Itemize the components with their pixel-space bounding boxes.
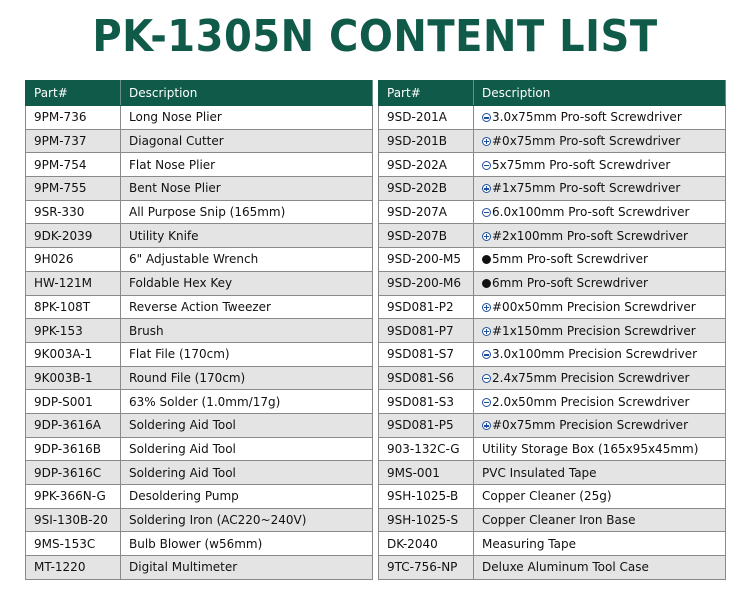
phillips-icon [482,327,491,336]
description-text: Reverse Action Tweezer [129,299,271,314]
part-number: 9DK-2039 [26,224,121,248]
description-cell [121,366,373,390]
table-row [26,200,373,224]
part-number: 9DP-3616C [26,461,121,485]
part-number: 9SD081-S6 [379,366,474,390]
part-number: 903-132C-G [379,437,474,461]
hex-icon [482,255,491,264]
description-cell [474,366,726,390]
part-number: 9MS-153C [26,532,121,556]
part-number: 9DP-3616A [26,413,121,437]
table-row [379,532,726,556]
table-row [26,153,373,177]
description-cell [121,224,373,248]
description-cell [474,508,726,532]
description-text: #2x100mm Pro-soft Screwdriver [492,228,688,243]
table-row [379,556,726,580]
description-text: Soldering Aid Tool [129,441,236,456]
description-header: Description [474,81,726,106]
description-cell [121,342,373,366]
table-row [26,319,373,343]
description-text: 63% Solder (1.0mm/17g) [129,394,281,409]
description-cell [474,153,726,177]
table-row [379,248,726,272]
table-row [26,556,373,580]
part-number: 9SD-207B [379,224,474,248]
description-text: All Purpose Snip (165mm) [129,205,286,220]
description-cell [474,390,726,414]
slotted-icon [482,350,491,359]
part-number: 9SD-200-M5 [379,248,474,272]
description-text: 5x75mm Pro-soft Screwdriver [492,157,671,172]
part-number: 9PM-754 [26,153,121,177]
table-row [26,508,373,532]
part-number: 9SD081-P2 [379,295,474,319]
left-table-body [26,106,373,580]
table-row [26,532,373,556]
phillips-icon [482,184,491,193]
description-text: Bulb Blower (w56mm) [129,536,263,551]
table-row [26,129,373,153]
description-text: Foldable Hex Key [129,276,233,291]
description-text: Utility Knife [129,228,199,243]
description-text: Desoldering Pump [129,489,239,504]
table-row [379,319,726,343]
part-number: 9DP-S001 [26,390,121,414]
table-row [26,485,373,509]
part-number: 9SH-1025-S [379,508,474,532]
table-row [26,106,373,130]
description-text: Diagonal Cutter [129,134,224,149]
part-number: 9PK-366N-G [26,485,121,509]
description-cell [474,556,726,580]
description-cell [121,508,373,532]
description-text: 5mm Pro-soft Screwdriver [492,252,648,267]
description-cell [121,437,373,461]
description-text: 6mm Pro-soft Screwdriver [492,276,648,291]
table-row [26,342,373,366]
hex-icon [482,279,491,288]
table-row [379,224,726,248]
description-cell [474,106,726,130]
description-cell [121,129,373,153]
description-text: Soldering Aid Tool [129,418,236,433]
part-number: 9SD081-P5 [379,413,474,437]
description-cell [474,532,726,556]
content-table-left [25,80,373,580]
table-row [379,106,726,130]
table-row [379,508,726,532]
part-number: 9PK-153 [26,319,121,343]
description-text: 2.4x75mm Precision Screwdriver [492,370,690,385]
description-cell [474,129,726,153]
description-text: Round File (170cm) [129,370,246,385]
part-number: HW-121M [26,271,121,295]
part-number: 9PM-737 [26,129,121,153]
description-text: Brush [129,323,164,338]
description-text: Measuring Tape [482,536,576,551]
description-cell [474,224,726,248]
part-number: 9SD-201A [379,106,474,130]
table-row [379,200,726,224]
description-text: #0x75mm Pro-soft Screwdriver [492,134,681,149]
description-text: 2.0x50mm Precision Screwdriver [492,394,690,409]
table-row [379,342,726,366]
phillips-icon [482,232,491,241]
part-number: 9K003B-1 [26,366,121,390]
part-number: 9H026 [26,248,121,272]
description-cell [474,461,726,485]
part-number: 9MS-001 [379,461,474,485]
phillips-icon [482,137,491,146]
part-number: DK-2040 [379,532,474,556]
part-number: MT-1220 [26,556,121,580]
part-header: Part# [379,81,474,106]
table-row [26,224,373,248]
table-row [26,295,373,319]
content-table-right [378,80,726,580]
table-row [26,461,373,485]
part-number: 8PK-108T [26,295,121,319]
description-cell [474,295,726,319]
description-cell [121,153,373,177]
description-text: 6.0x100mm Pro-soft Screwdriver [492,205,690,220]
description-cell [121,319,373,343]
part-number: 9SD-201B [379,129,474,153]
table-row [26,248,373,272]
description-cell [121,106,373,130]
table-row [26,413,373,437]
description-text: Flat Nose Plier [129,157,216,172]
description-cell [121,271,373,295]
description-header: Description [121,81,373,106]
table-row [26,366,373,390]
description-cell [121,556,373,580]
table-row [379,177,726,201]
part-number: 9SD-200-M6 [379,271,474,295]
part-number: 9PM-755 [26,177,121,201]
description-text: Soldering Aid Tool [129,465,236,480]
part-number: 9K003A-1 [26,342,121,366]
slotted-icon [482,374,491,383]
description-cell [121,532,373,556]
description-cell [121,248,373,272]
part-number: 9SD-202B [379,177,474,201]
description-text: Copper Cleaner (25g) [482,489,612,504]
description-cell [474,177,726,201]
table-row [379,366,726,390]
slotted-icon [482,113,491,122]
description-text: Copper Cleaner Iron Base [482,513,636,528]
description-text: #0x75mm Precision Screwdriver [492,418,688,433]
table-row [26,437,373,461]
part-number: 9SI-130B-20 [26,508,121,532]
right-table-body [379,106,726,580]
part-number: 9SD-202A [379,153,474,177]
slotted-icon [482,208,491,217]
page-title: PK-1305N CONTENT LIST [92,12,658,62]
table-row [26,390,373,414]
description-text: Long Nose Plier [129,110,222,125]
table-row [26,177,373,201]
description-cell [474,413,726,437]
table-row [379,413,726,437]
description-text: Flat File (170cm) [129,347,230,362]
description-cell [121,177,373,201]
table-row [379,295,726,319]
description-text: 3.0x100mm Precision Screwdriver [492,347,698,362]
part-number: 9DP-3616B [26,437,121,461]
description-cell [474,485,726,509]
description-cell [474,271,726,295]
description-cell [121,295,373,319]
description-cell [474,342,726,366]
part-number: 9PM-736 [26,106,121,130]
table-row [379,129,726,153]
description-text: Utility Storage Box (165x95x45mm) [482,441,699,456]
table-row [379,271,726,295]
description-text: #1x150mm Precision Screwdriver [492,323,696,338]
table-row [379,485,726,509]
phillips-icon [482,421,491,430]
description-text: Bent Nose Plier [129,181,221,196]
slotted-icon [482,161,491,170]
part-number: 9SR-330 [26,200,121,224]
table-row [379,437,726,461]
description-cell [121,200,373,224]
part-number: 9SD081-S3 [379,390,474,414]
description-cell [474,248,726,272]
table-row [379,153,726,177]
description-cell [121,390,373,414]
part-number: 9SD081-P7 [379,319,474,343]
description-text: Digital Multimeter [129,560,238,575]
description-text: #1x75mm Pro-soft Screwdriver [492,181,681,196]
part-number: 9SD081-S7 [379,342,474,366]
description-text: PVC Insulated Tape [482,465,597,480]
part-number: 9SD-207A [379,200,474,224]
description-cell [474,200,726,224]
description-text: #00x50mm Precision Screwdriver [492,299,696,314]
phillips-icon [482,303,491,312]
description-cell [121,485,373,509]
table-row [379,461,726,485]
slotted-icon [482,398,491,407]
table-header-row [26,81,373,106]
description-text: Deluxe Aluminum Tool Case [482,560,649,575]
part-number: 9TC-756-NP [379,556,474,580]
part-header: Part# [26,81,121,106]
part-number: 9SH-1025-B [379,485,474,509]
description-cell [121,413,373,437]
description-cell [474,319,726,343]
table-row [26,271,373,295]
description-text: 6" Adjustable Wrench [129,252,259,267]
table-row [379,390,726,414]
table-header-row [379,81,726,106]
description-text: 3.0x75mm Pro-soft Screwdriver [492,110,682,125]
description-cell [121,461,373,485]
description-cell [474,437,726,461]
description-text: Soldering Iron (AC220~240V) [129,513,307,528]
